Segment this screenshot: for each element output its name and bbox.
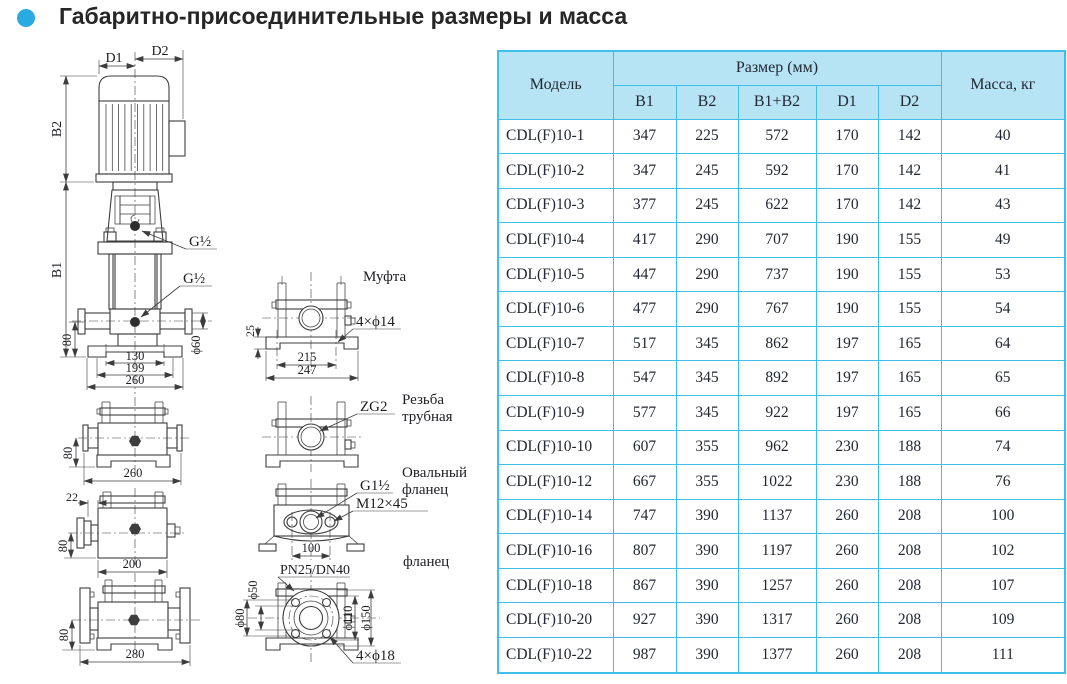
- value-cell: 40: [941, 119, 1065, 154]
- callout-4xphi18: 4×ϕ18: [356, 648, 395, 664]
- value-cell: 290: [676, 257, 738, 292]
- value-cell: 170: [816, 119, 878, 154]
- table-row: [498, 430, 1065, 465]
- model-cell: CDL(F)10-5: [498, 257, 613, 292]
- model-cell: CDL(F)10-18: [498, 568, 613, 603]
- value-cell: 66: [941, 396, 1065, 431]
- value-cell: 477: [613, 292, 676, 327]
- model-cell: CDL(F)10-9: [498, 396, 613, 431]
- label-mufta: Муфта: [363, 269, 407, 285]
- dim-200: 200: [122, 557, 142, 571]
- value-cell: 390: [676, 568, 738, 603]
- model-cell: CDL(F)10-16: [498, 534, 613, 569]
- value-cell: 165: [878, 396, 941, 431]
- table-row: [498, 396, 1065, 431]
- value-cell: 260: [816, 603, 878, 638]
- spec-table-container: [497, 50, 1064, 674]
- callout-g12-bottom: G½: [183, 271, 206, 287]
- value-cell: 347: [613, 119, 676, 154]
- value-cell: 922: [738, 396, 816, 431]
- value-cell: 260: [816, 637, 878, 673]
- value-cell: 43: [941, 188, 1065, 223]
- value-cell: 417: [613, 223, 676, 258]
- model-cell: CDL(F)10-7: [498, 326, 613, 361]
- dim-b2: B2: [50, 120, 65, 138]
- value-cell: 622: [738, 188, 816, 223]
- round-flange-view: [233, 554, 449, 664]
- dim-247: 247: [297, 363, 317, 377]
- value-cell: 245: [676, 154, 738, 189]
- label-oval-1: Овальный: [402, 465, 467, 481]
- dim-199: 199: [125, 361, 145, 375]
- spec-table-header: [498, 51, 1065, 119]
- dim-280: 280: [125, 647, 145, 661]
- table-row: [498, 637, 1065, 673]
- table-row: [498, 603, 1065, 638]
- header-mass: Масса, кг: [941, 51, 1065, 119]
- callout-g12-top: G½: [189, 234, 212, 250]
- value-cell: 142: [878, 154, 941, 189]
- callout-zg2: ZG2: [360, 399, 388, 415]
- pump-view-2: [61, 397, 192, 485]
- value-cell: 1257: [738, 568, 816, 603]
- value-cell: 230: [816, 430, 878, 465]
- value-cell: 170: [816, 154, 878, 189]
- label-rezba-1: Резьба: [402, 392, 445, 408]
- value-cell: 345: [676, 361, 738, 396]
- model-cell: CDL(F)10-4: [498, 223, 613, 258]
- value-cell: 345: [676, 326, 738, 361]
- value-cell: 390: [676, 637, 738, 673]
- value-cell: 41: [941, 154, 1065, 189]
- value-cell: 987: [613, 637, 676, 673]
- value-cell: 767: [738, 292, 816, 327]
- value-cell: 390: [676, 603, 738, 638]
- header-d1: D1: [816, 85, 878, 119]
- callout-4xphi14: 4×ϕ14: [356, 314, 395, 330]
- callout-pn25-dn40: PN25/DN40: [280, 563, 351, 578]
- dim-80-v2: 80: [61, 446, 75, 460]
- value-cell: 190: [816, 292, 878, 327]
- value-cell: 572: [738, 119, 816, 154]
- pipe-thread-view: [262, 392, 453, 472]
- value-cell: 355: [676, 430, 738, 465]
- dim-b1: B1: [50, 261, 65, 279]
- spec-table: [497, 50, 1066, 674]
- value-cell: 1022: [738, 465, 816, 500]
- value-cell: 53: [941, 257, 1065, 292]
- value-cell: 65: [941, 361, 1065, 396]
- value-cell: 165: [878, 326, 941, 361]
- value-cell: 208: [878, 499, 941, 534]
- value-cell: 1137: [738, 499, 816, 534]
- value-cell: 208: [878, 534, 941, 569]
- header-model: Модель: [498, 51, 613, 119]
- value-cell: 109: [941, 603, 1065, 638]
- header-size-group: Размер (мм): [613, 51, 941, 85]
- value-cell: 867: [613, 568, 676, 603]
- value-cell: 107: [941, 568, 1065, 603]
- table-row: [498, 292, 1065, 327]
- value-cell: 64: [941, 326, 1065, 361]
- value-cell: 190: [816, 257, 878, 292]
- value-cell: 54: [941, 292, 1065, 327]
- value-cell: 197: [816, 326, 878, 361]
- value-cell: 927: [613, 603, 676, 638]
- value-cell: 517: [613, 326, 676, 361]
- table-row: [498, 534, 1065, 569]
- oval-flange-view: [259, 465, 467, 560]
- dim-80-main: 80: [60, 333, 74, 347]
- value-cell: 165: [878, 361, 941, 396]
- dim-phi110: ϕ110: [341, 605, 355, 631]
- main-pump-view: [50, 44, 217, 394]
- value-cell: 892: [738, 361, 816, 396]
- model-cell: CDL(F)10-8: [498, 361, 613, 396]
- model-cell: CDL(F)10-2: [498, 154, 613, 189]
- value-cell: 862: [738, 326, 816, 361]
- dim-215: 215: [297, 350, 317, 364]
- table-row: [498, 188, 1065, 223]
- model-cell: CDL(F)10-22: [498, 637, 613, 673]
- value-cell: 142: [878, 119, 941, 154]
- dim-d1: D1: [105, 51, 123, 66]
- label-flanec: фланец: [403, 554, 450, 570]
- value-cell: 225: [676, 119, 738, 154]
- table-row: [498, 499, 1065, 534]
- dim-phi60: ϕ60: [189, 335, 203, 355]
- table-row: [498, 361, 1065, 396]
- dim-80-v4: 80: [57, 628, 71, 642]
- value-cell: 142: [878, 188, 941, 223]
- model-cell: CDL(F)10-6: [498, 292, 613, 327]
- header-b1: B1: [613, 85, 676, 119]
- dim-phi150: ϕ150: [359, 605, 373, 631]
- value-cell: 807: [613, 534, 676, 569]
- value-cell: 155: [878, 257, 941, 292]
- value-cell: 260: [816, 534, 878, 569]
- value-cell: 74: [941, 430, 1065, 465]
- table-row: [498, 154, 1065, 189]
- value-cell: 49: [941, 223, 1065, 258]
- table-row: [498, 568, 1065, 603]
- value-cell: 208: [878, 603, 941, 638]
- pump-view-3: [56, 488, 186, 578]
- label-oval-2: фланец: [402, 482, 449, 498]
- page-title: Габаритно-присоединительные размеры и масса: [59, 3, 628, 29]
- value-cell: 188: [878, 430, 941, 465]
- value-cell: 962: [738, 430, 816, 465]
- table-row: [498, 223, 1065, 258]
- dim-22: 22: [66, 490, 78, 504]
- dim-25: 25: [243, 325, 257, 337]
- model-cell: CDL(F)10-20: [498, 603, 613, 638]
- coupling-view: [243, 269, 407, 381]
- dim-130: 130: [125, 349, 145, 363]
- value-cell: 747: [613, 499, 676, 534]
- model-cell: CDL(F)10-3: [498, 188, 613, 223]
- value-cell: 111: [941, 637, 1065, 673]
- value-cell: 155: [878, 223, 941, 258]
- dim-80-v3: 80: [56, 539, 70, 553]
- value-cell: 260: [816, 568, 878, 603]
- table-row: [498, 326, 1065, 361]
- value-cell: 347: [613, 154, 676, 189]
- header-b1b2: B1+B2: [738, 85, 816, 119]
- value-cell: 390: [676, 499, 738, 534]
- value-cell: 208: [878, 568, 941, 603]
- value-cell: 1377: [738, 637, 816, 673]
- value-cell: 197: [816, 396, 878, 431]
- value-cell: 170: [816, 188, 878, 223]
- value-cell: 76: [941, 465, 1065, 500]
- dim-phi50: ϕ50: [246, 580, 260, 600]
- value-cell: 290: [676, 223, 738, 258]
- value-cell: 707: [738, 223, 816, 258]
- value-cell: 230: [816, 465, 878, 500]
- dim-d2: D2: [151, 44, 169, 59]
- value-cell: 667: [613, 465, 676, 500]
- value-cell: 1317: [738, 603, 816, 638]
- table-row: [498, 119, 1065, 154]
- table-row: [498, 257, 1065, 292]
- value-cell: 607: [613, 430, 676, 465]
- value-cell: 737: [738, 257, 816, 292]
- model-cell: CDL(F)10-10: [498, 430, 613, 465]
- value-cell: 345: [676, 396, 738, 431]
- callout-m12x45: M12×45: [356, 496, 408, 512]
- value-cell: 592: [738, 154, 816, 189]
- value-cell: 447: [613, 257, 676, 292]
- dim-260-v2: 260: [123, 466, 143, 480]
- value-cell: 355: [676, 465, 738, 500]
- value-cell: 188: [878, 465, 941, 500]
- header-b2: B2: [676, 85, 738, 119]
- value-cell: 190: [816, 223, 878, 258]
- dim-100: 100: [301, 541, 321, 555]
- value-cell: 208: [878, 637, 941, 673]
- model-cell: CDL(F)10-12: [498, 465, 613, 500]
- value-cell: 577: [613, 396, 676, 431]
- dim-260: 260: [125, 373, 145, 387]
- dim-phi80: ϕ80: [233, 608, 247, 628]
- value-cell: 1197: [738, 534, 816, 569]
- model-cell: CDL(F)10-1: [498, 119, 613, 154]
- value-cell: 260: [816, 499, 878, 534]
- value-cell: 197: [816, 361, 878, 396]
- value-cell: 102: [941, 534, 1065, 569]
- table-row: [498, 465, 1065, 500]
- value-cell: 377: [613, 188, 676, 223]
- value-cell: 155: [878, 292, 941, 327]
- table-body: [498, 119, 1065, 673]
- label-rezba-2: трубная: [402, 409, 453, 425]
- value-cell: 290: [676, 292, 738, 327]
- header-d2: D2: [878, 85, 941, 119]
- technical-drawings: [0, 0, 497, 684]
- callout-g112: G1½: [360, 478, 390, 494]
- value-cell: 100: [941, 499, 1065, 534]
- value-cell: 245: [676, 188, 738, 223]
- pump-view-4: [57, 573, 200, 666]
- value-cell: 547: [613, 361, 676, 396]
- model-cell: CDL(F)10-14: [498, 499, 613, 534]
- value-cell: 390: [676, 534, 738, 569]
